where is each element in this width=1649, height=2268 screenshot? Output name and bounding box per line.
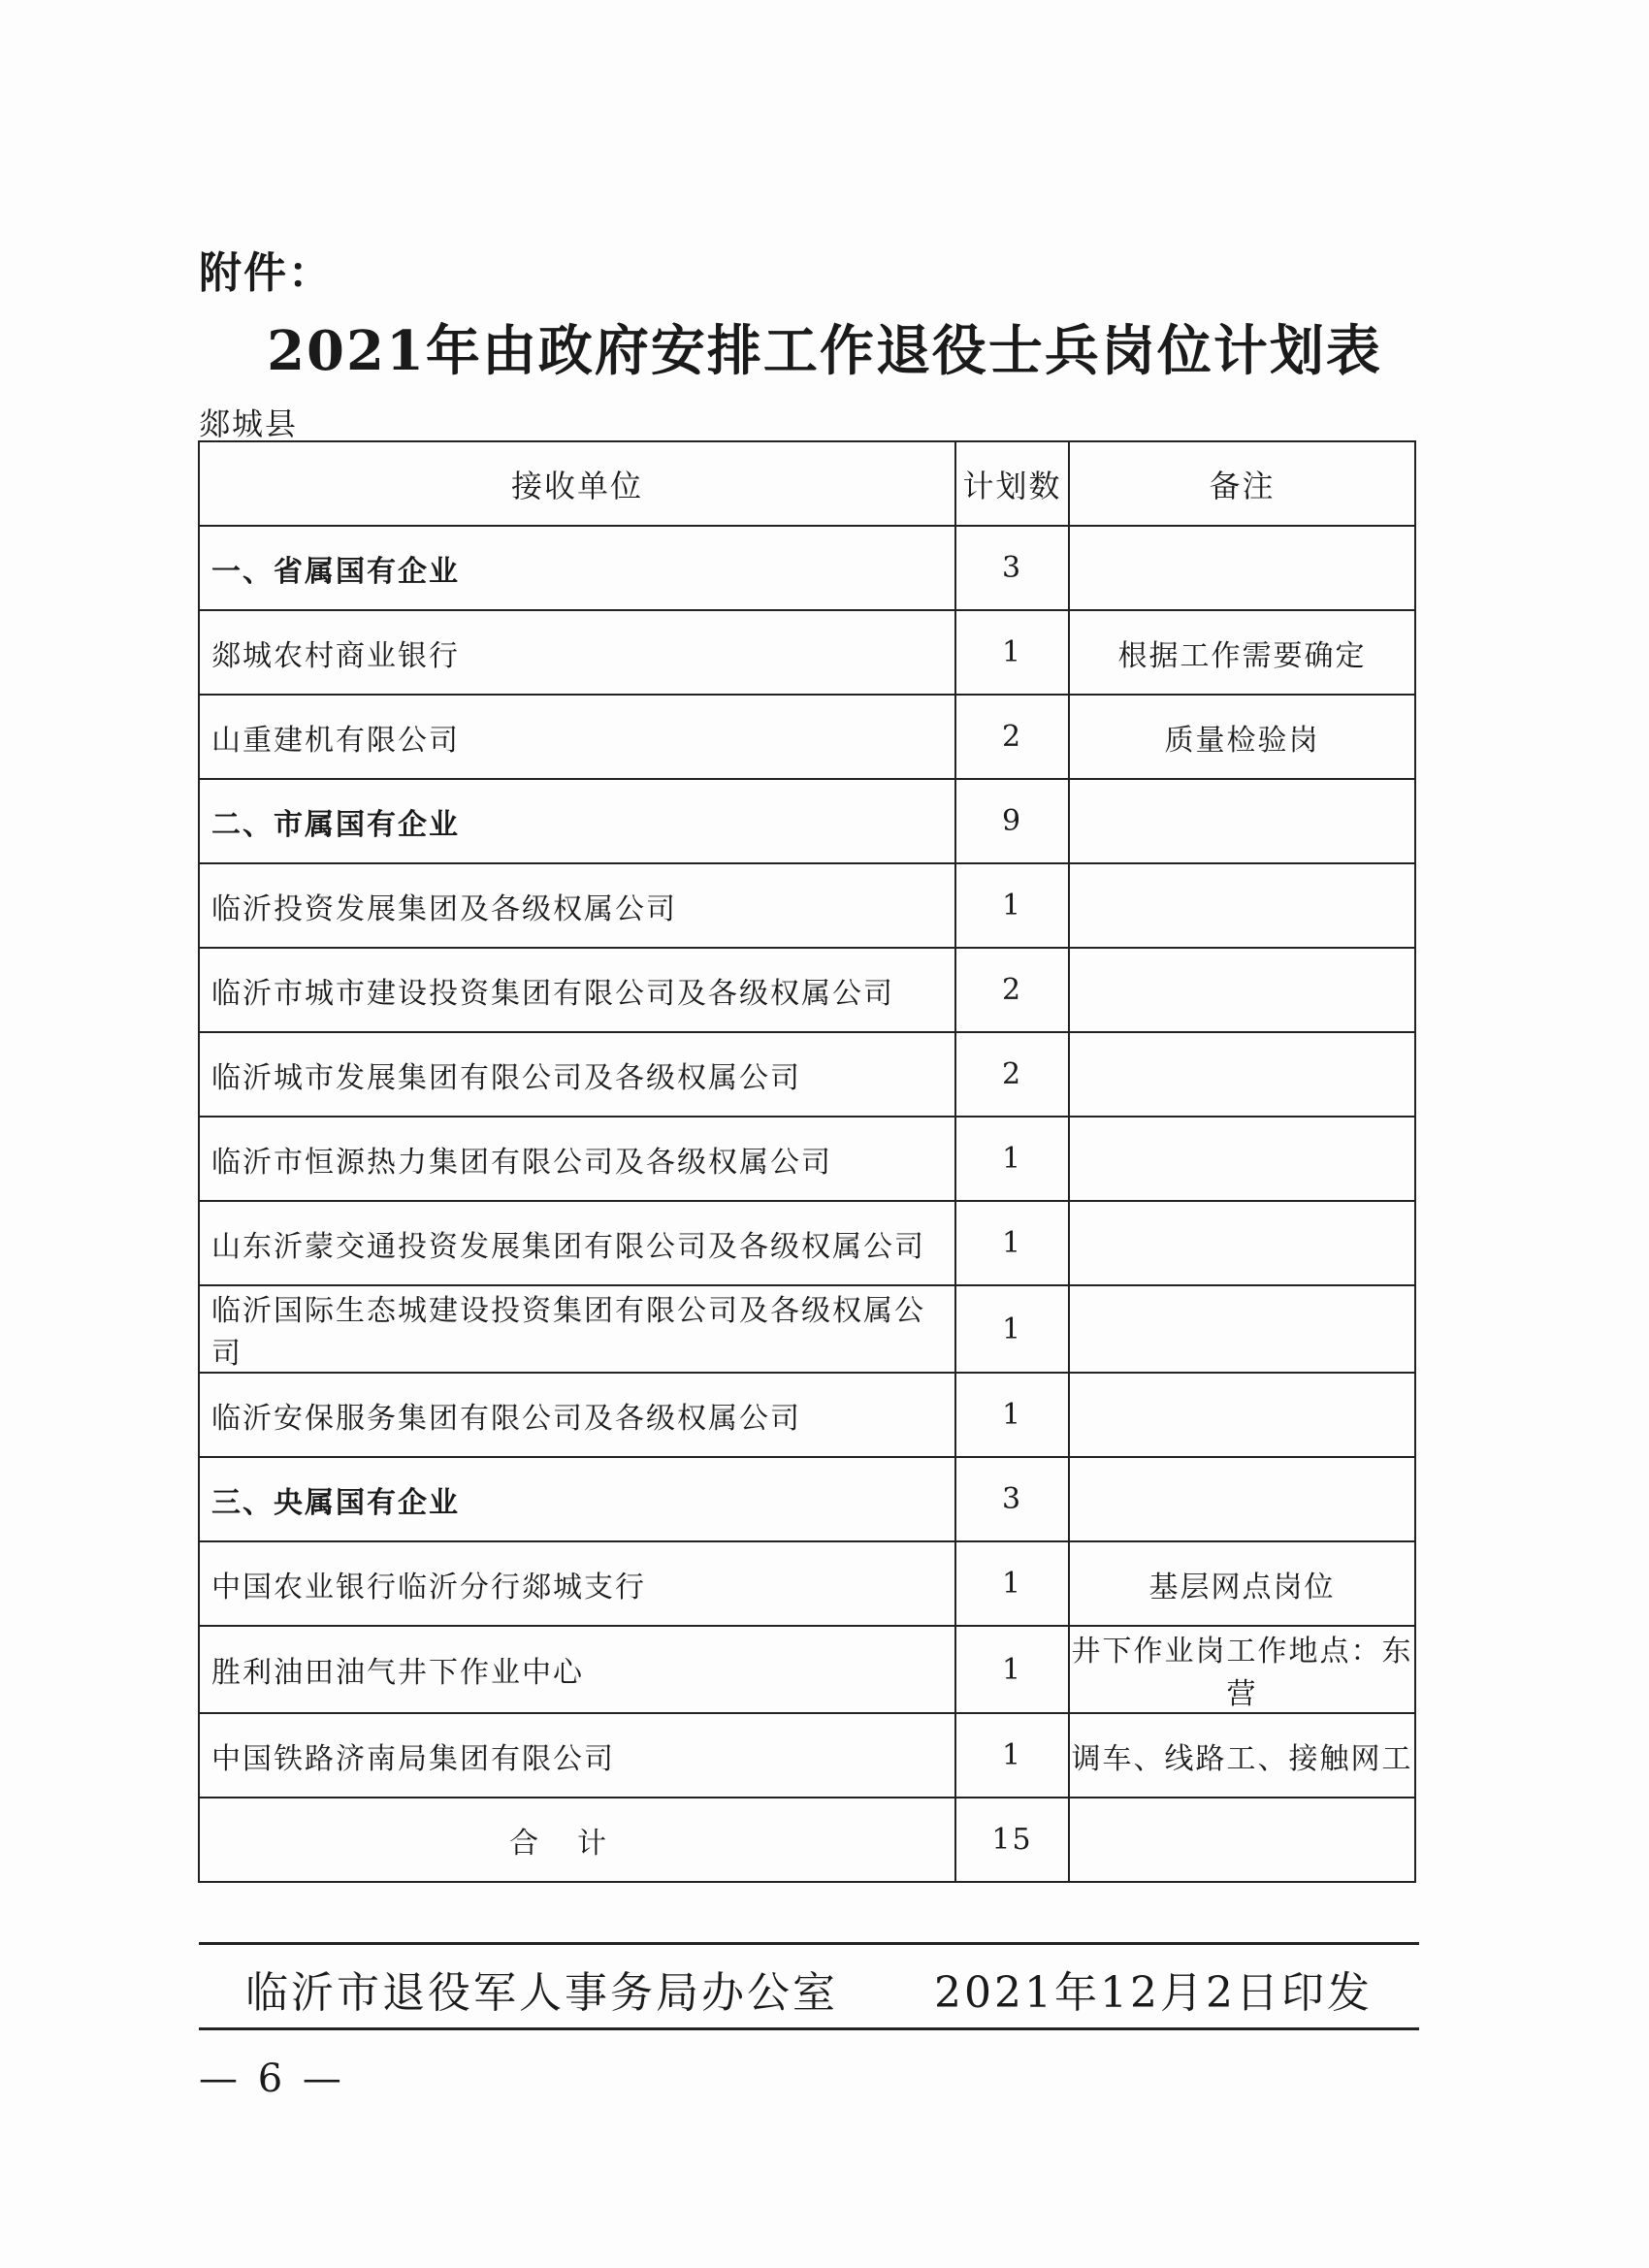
total-note <box>1069 1798 1415 1882</box>
unit-cell: 三、央属国有企业 <box>199 1457 955 1541</box>
count-cell: 3 <box>955 526 1069 610</box>
note-cell <box>1069 863 1415 948</box>
table-row <box>199 610 1415 695</box>
count-cell: 1 <box>955 1713 1069 1798</box>
count-cell: 2 <box>955 1032 1069 1117</box>
page-number: — 6 — <box>199 2057 345 2101</box>
note-cell <box>1069 948 1415 1032</box>
footer-bottom-rule <box>199 2027 1419 2030</box>
total-row <box>199 1798 1415 1882</box>
count-cell: 1 <box>955 1541 1069 1626</box>
table-row <box>199 695 1415 779</box>
unit-cell: 胜利油田油气井下作业中心 <box>199 1626 955 1713</box>
note-cell: 井下作业岗工作地点：东营 <box>1069 1626 1415 1713</box>
section-row <box>199 526 1415 610</box>
count-cell: 1 <box>955 1201 1069 1285</box>
count-cell: 2 <box>955 948 1069 1032</box>
header-note: 备注 <box>1069 441 1415 526</box>
note-cell <box>1069 1201 1415 1285</box>
unit-cell: 山重建机有限公司 <box>199 695 955 779</box>
unit-cell: 山东沂蒙交通投资发展集团有限公司及各级权属公司 <box>199 1201 955 1285</box>
note-cell <box>1069 1285 1415 1373</box>
unit-cell: 一、省属国有企业 <box>199 526 955 610</box>
note-cell <box>1069 779 1415 863</box>
issue-date: 2021年12月2日印发 <box>934 1968 1373 2018</box>
unit-cell: 临沂安保服务集团有限公司及各级权属公司 <box>199 1373 955 1457</box>
unit-cell: 郯城农村商业银行 <box>199 610 955 695</box>
count-cell: 3 <box>955 1457 1069 1541</box>
section-row <box>199 779 1415 863</box>
header-unit: 接收单位 <box>199 441 955 526</box>
unit-cell: 临沂市城市建设投资集团有限公司及各级权属公司 <box>199 948 955 1032</box>
unit-cell: 临沂国际生态城建设投资集团有限公司及各级权属公司 <box>199 1285 955 1373</box>
table-row <box>199 863 1415 948</box>
issuing-office: 临沂市退役军人事务局办公室 <box>245 1968 838 2018</box>
count-cell: 2 <box>955 695 1069 779</box>
total-count: 15 <box>955 1798 1069 1882</box>
table-row <box>199 948 1415 1032</box>
header-count: 计划数 <box>955 441 1069 526</box>
table-row <box>199 1032 1415 1117</box>
count-cell: 1 <box>955 610 1069 695</box>
section-row <box>199 1457 1415 1541</box>
table-row <box>199 1713 1415 1798</box>
count-cell: 1 <box>955 863 1069 948</box>
table-row <box>199 1373 1415 1457</box>
unit-cell: 临沂市恒源热力集团有限公司及各级权属公司 <box>199 1117 955 1201</box>
unit-cell: 临沂投资发展集团及各级权属公司 <box>199 863 955 948</box>
table-body <box>199 526 1415 1882</box>
table-row <box>199 1117 1415 1201</box>
count-cell: 1 <box>955 1373 1069 1457</box>
note-cell <box>1069 1457 1415 1541</box>
count-cell: 1 <box>955 1117 1069 1201</box>
footer-top-rule <box>199 1942 1419 1945</box>
region-label: 郯城县 <box>199 405 299 442</box>
table-row <box>199 1201 1415 1285</box>
note-cell: 调车、线路工、接触网工 <box>1069 1713 1415 1798</box>
note-cell <box>1069 1032 1415 1117</box>
unit-cell: 中国铁路济南局集团有限公司 <box>199 1713 955 1798</box>
note-cell: 根据工作需要确定 <box>1069 610 1415 695</box>
note-cell: 基层网点岗位 <box>1069 1541 1415 1626</box>
note-cell <box>1069 1117 1415 1201</box>
count-cell: 9 <box>955 779 1069 863</box>
note-cell <box>1069 1373 1415 1457</box>
note-cell: 质量检验岗 <box>1069 695 1415 779</box>
table-row <box>199 1541 1415 1626</box>
table-row <box>199 1626 1415 1713</box>
table-row <box>199 1285 1415 1373</box>
note-cell <box>1069 526 1415 610</box>
document-title: 2021年由政府安排工作退役士兵岗位计划表 <box>267 319 1382 383</box>
plan-table <box>198 440 1416 1883</box>
attachment-label: 附件： <box>199 248 333 298</box>
unit-cell: 二、市属国有企业 <box>199 779 955 863</box>
unit-cell: 中国农业银行临沂分行郯城支行 <box>199 1541 955 1626</box>
count-cell: 1 <box>955 1626 1069 1713</box>
count-cell: 1 <box>955 1285 1069 1373</box>
table-header-row <box>199 441 1415 526</box>
total-label: 合计 <box>199 1798 955 1882</box>
unit-cell: 临沂城市发展集团有限公司及各级权属公司 <box>199 1032 955 1117</box>
